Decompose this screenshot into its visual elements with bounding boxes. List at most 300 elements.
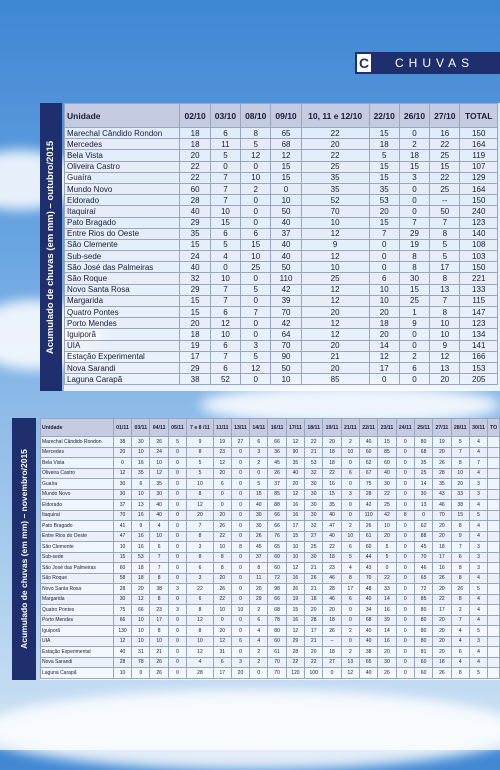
rainfall-cell: 0 [396,657,414,668]
rainfall-cell: 8 [241,128,271,139]
rainfall-cell: 3 [469,479,487,490]
table-row [41,668,500,679]
rainfall-cell: 8 [430,307,460,318]
rainfall-cell: 7 [210,195,240,206]
rainfall-cell: 2 [250,657,268,668]
table-row [41,489,500,500]
rainfall-cell: 16 [286,510,304,521]
rainfall-cell: 60 [359,447,377,458]
unit-name-cell: Margarida [65,295,180,306]
rainfall-cell: 166 [460,351,498,362]
rainfall-cell: 0 [231,563,249,574]
rainfall-cell: 8 [451,563,469,574]
rainfall-cell: 20 [451,479,469,490]
rainfall-cell: 72 [268,573,286,584]
rainfall-cell: 10 [132,615,150,626]
rainfall-cell: 3 [469,542,487,553]
rainfall-cell: 15 [113,552,131,563]
rainfall-cell: 0 [231,531,249,542]
table-row [65,217,498,228]
unit-name-cell: Novo Santa Rosa [65,284,180,295]
unit-name-cell: Laguna Carapã [65,374,180,385]
rainfall-cell: 0 [231,626,249,637]
rainfall-cell: 66 [268,594,286,605]
rainfall-cell: 30 [250,510,268,521]
rainfall-cell: 12 [213,636,231,647]
rainfall-cell: 0 [241,161,271,172]
rainfall-cell: 0 [168,668,186,679]
rainfall-cell: 0 [396,573,414,584]
unit-name-cell: Estação Experimental [41,647,114,658]
rainfall-cell: 20 [323,605,341,616]
rainfall-cell: 17 [305,626,323,637]
rainfall-cell: 26 [433,668,451,679]
rainfall-cell: 35 [414,458,432,469]
unit-name-cell: Sub-sede [41,552,114,563]
rainfall-cell: 0 [231,615,249,626]
rainfall-cell: 10 [210,273,240,284]
rainfall-cell: 20 [180,150,210,161]
rainfall-cell: 0 [399,374,429,385]
rainfall-cell: 28 [359,489,377,500]
rainfall-cell: 0 [168,468,186,479]
rainfall-cell: 7 [150,552,168,563]
rainfall-cell: 18 [305,594,323,605]
rainfall-cell: 6 [210,228,240,239]
rainfall-cell: 28 [113,657,131,668]
rainfall-cell: 13 [341,657,359,668]
rainfall-cell: 76 [268,531,286,542]
rainfall-cell: 4 [210,251,240,262]
rainfall-cell: 26 [213,584,231,595]
rainfall-cell: 130 [113,626,131,637]
unit-name-cell: Itaquiraí [65,206,180,217]
rainfall-cell [488,573,500,584]
rainfall-cell: 26 [250,531,268,542]
rainfall-cell: 6 [150,542,168,553]
rainfall-cell: 0 [210,161,240,172]
rainfall-cell: 38 [180,374,210,385]
rainfall-cell: 60 [378,458,396,469]
rainfall-cell: 75 [359,479,377,490]
rainfall-cell: 60 [180,183,210,194]
rainfall-cell: 20 [213,468,231,479]
rainfall-cell: 50 [271,362,301,373]
rainfall-cell: 10 [241,251,271,262]
rainfall-cell: 80 [414,626,432,637]
rainfall-cell: 7 [451,615,469,626]
rainfall-cell: 45 [250,542,268,553]
rainfall-cell: 0 [396,500,414,511]
rainfall-cell: 5 [187,468,214,479]
rainfall-cell: 66 [268,437,286,448]
rainfall-cell: 0 [168,479,186,490]
rainfall-cell: 5 [430,251,460,262]
table-row [41,479,500,490]
rainfall-cell: 0 [168,657,186,668]
rainfall-cell: 10 [150,636,168,647]
rainfall-cell: 8 [451,521,469,532]
rainfall-cell: 15 [271,161,301,172]
column-header: 18/11 [305,419,323,437]
rainfall-cell: 61 [359,531,377,542]
rainfall-cell: 12 [301,318,369,329]
rainfall-cell: 11 [250,573,268,584]
column-header: 11/11 [213,419,231,437]
rainfall-cell: 22 [180,161,210,172]
rainfall-cell: 39 [378,615,396,626]
rainfall-cell: 0 [168,458,186,469]
column-header: 24/11 [396,419,414,437]
rainfall-cell: 10 [187,479,214,490]
rainfall-cell: 37 [268,479,286,490]
rainfall-cell: 0 [341,510,359,521]
rainfall-cell [488,668,500,679]
rainfall-cell [488,468,500,479]
rainfall-cell: 80 [414,437,432,448]
rainfall-cell: 0 [399,183,429,194]
rainfall-cell: 18 [369,318,399,329]
rainfall-cell: 0 [210,262,240,273]
rainfall-cell: 0 [414,510,432,521]
rainfall-cell: 21 [305,584,323,595]
rainfall-cell: 22 [430,172,460,183]
rainfall-cell: 0 [341,500,359,511]
rainfall-cell: 27 [323,657,341,668]
rainfall-cell: 38 [150,584,168,595]
rainfall-cell: 23 [213,447,231,458]
rainfall-cell: 12 [301,284,369,295]
rainfall-cell: 0 [396,584,414,595]
rainfall-cell: 8 [150,626,168,637]
rainfall-cell: 26 [286,584,304,595]
rainfall-cell: 16 [286,500,304,511]
rainfall-cell: 0 [231,489,249,500]
rainfall-cell: 8 [231,542,249,553]
rainfall-cell: 6 [213,479,231,490]
rainfall-cell: 153 [460,362,498,373]
rainfall-cell: 10 [341,531,359,542]
rainfall-cell: 20 [433,647,451,658]
rainfall-cell: 0 [241,329,271,340]
rainfall-cell: 68 [359,615,377,626]
rainfall-cell: 0 [168,542,186,553]
rainfall-cell: 5 [250,479,268,490]
rainfall-cell: 26 [213,521,231,532]
rainfall-cell: 9 [132,521,150,532]
rainfall-cell: 5 [241,284,271,295]
rainfall-cell: 10 [378,521,396,532]
rainfall-cell: 9 [301,239,369,250]
rainfall-cell: 14 [369,340,399,351]
section-letter: C [355,52,373,74]
rainfall-cell: 6 [341,594,359,605]
table-row [65,262,498,273]
rainfall-cell: 18 [323,552,341,563]
rainfall-cell: 18 [180,139,210,150]
rainfall-cell: 0 [168,647,186,658]
table-row [41,510,500,521]
rainfall-cell: 16 [323,479,341,490]
rainfall-cell: -- [323,636,341,647]
rainfall-cell: 10 [241,172,271,183]
rainfall-cell: 61 [268,647,286,658]
rainfall-cell: 20 [213,573,231,584]
rainfall-cell: 12 [150,468,168,479]
rainfall-cell: 5 [469,626,487,637]
rainfall-cell: 8 [187,531,214,542]
rainfall-cell: 90 [271,351,301,362]
rainfall-cell: 40 [150,500,168,511]
rainfall-cell: 3 [399,172,429,183]
rainfall-cell: 10 [369,295,399,306]
rainfall-cell: 21 [301,351,369,362]
rainfall-cell [488,584,500,595]
rainfall-cell: 0 [241,273,271,284]
unit-name-cell: Nova Sarandi [65,362,180,373]
rainfall-cell: 164 [460,139,498,150]
table-row [65,362,498,373]
rainfall-cell: 7 [210,295,240,306]
rainfall-cell: 13 [430,362,460,373]
rainfall-cell: 23 [323,563,341,574]
rainfall-cell: 52 [301,195,369,206]
rainfall-cell: 7 [210,351,240,362]
rainfall-cell: 70 [271,307,301,318]
unit-name-cell: Marechal Cândido Rondon [41,437,114,448]
rainfall-cell: 29 [399,228,429,239]
rainfall-cell: 45 [268,458,286,469]
rainfall-cell: 0 [369,239,399,250]
rainfall-cell: 3 [187,542,214,553]
rainfall-cell: 6 [231,636,249,647]
rainfall-cell: 5 [210,150,240,161]
rainfall-cell: 39 [271,295,301,306]
rainfall-cell: 129 [460,172,498,183]
rainfall-cell: 20 [433,521,451,532]
rainfall-cell: 0 [396,563,414,574]
table-row [65,340,498,351]
rainfall-cell: 0 [231,479,249,490]
rainfall-cell: 7 [430,217,460,228]
rainfall-cell: 0 [341,458,359,469]
table-row [65,139,498,150]
table-row [65,239,498,250]
rainfall-cell: 18 [132,563,150,574]
rainfall-cell: 25 [378,500,396,511]
table-row [41,447,500,458]
column-header: TO [488,419,500,437]
table-row [41,500,500,511]
rainfall-cell: 40 [180,206,210,217]
rainfall-cell: 5 [430,239,460,250]
rainfall-cell: 10 [210,329,240,340]
rainfall-cell: 10 [213,605,231,616]
rainfall-cell: 41 [113,521,131,532]
rainfall-cell: 40 [359,594,377,605]
rainfall-cell: 0 [241,318,271,329]
rainfall-cell: 12 [286,489,304,500]
rainfall-cell: 100 [305,668,323,679]
rainfall-cell: 2 [451,605,469,616]
table-row [65,295,498,306]
rainfall-cell: 0 [396,437,414,448]
unit-name-cell: São Clemente [65,239,180,250]
rainfall-cell [488,626,500,637]
rainfall-cell: 10 [430,318,460,329]
rainfall-cell: 22 [378,573,396,584]
rainfall-cell: 28 [433,468,451,479]
rainfall-cell: 22 [323,542,341,553]
rainfall-cell: 10 [231,605,249,616]
rainfall-cell: 12 [286,437,304,448]
rainfall-cell: 10 [113,542,131,553]
rainfall-cell: 15 [250,489,268,500]
unit-name-cell: Bela Vista [41,458,114,469]
rainfall-cell: 75 [113,605,131,616]
rainfall-cell: 37 [113,500,131,511]
rainfall-cell: 0 [396,626,414,637]
rainfall-cell: 18 [433,542,451,553]
rainfall-cell: 12 [210,318,240,329]
rainfall-cell: 20 [430,374,460,385]
rainfall-cell: 4 [469,437,487,448]
unit-name-cell: Oliveira Castro [41,468,114,479]
rainfall-cell: 0 [241,217,271,228]
rainfall-cell: 26 [378,668,396,679]
table-row [65,307,498,318]
rainfall-cell: 12 [301,329,369,340]
rainfall-cell: 4 [341,563,359,574]
rainfall-cell: 62 [359,458,377,469]
table-row [65,172,498,183]
column-header: 22/10 [369,104,399,128]
rainfall-cell: 8 [451,594,469,605]
rainfall-cell [488,500,500,511]
rainfall-cell: 17 [433,605,451,616]
rainfall-cell: 5 [469,584,487,595]
rainfall-cell: 60 [414,668,432,679]
rainfall-cell: 0 [396,468,414,479]
rainfall-cell: 5 [210,239,240,250]
rainfall-cell: 18 [323,647,341,658]
rainfall-cell: 21 [305,636,323,647]
rainfall-cell: 0 [231,447,249,458]
rainfall-cell: 28 [113,584,131,595]
rainfall-cell: 6 [210,340,240,351]
rainfall-cell: 13 [414,500,432,511]
rainfall-cell: 43 [359,563,377,574]
rainfall-cell: 10 [341,447,359,458]
unit-name-cell: Mercedes [41,447,114,458]
rainfall-cell: 70 [268,657,286,668]
rainfall-cell: 40 [150,510,168,521]
unit-name-cell: Eldorado [41,500,114,511]
rainfall-cell: 133 [460,284,498,295]
rainfall-cell: 120 [286,668,304,679]
rainfall-cell: 22 [213,594,231,605]
rainfall-cell: 30 [414,489,432,500]
rainfall-cell: 65 [414,573,432,584]
rainfall-cell: 42 [359,500,377,511]
rainfall-cell: 22 [323,468,341,479]
rainfall-cell: 15 [430,161,460,172]
rainfall-cell: 53 [132,552,150,563]
rainfall-cell: 0 [231,521,249,532]
rainfall-cell: 2 [250,458,268,469]
rainfall-cell: 6 [213,657,231,668]
rainfall-cell: 8 [430,273,460,284]
rainfall-cell: 8 [396,510,414,521]
rainfall-cell: 16 [433,563,451,574]
rainfall-cell: 18 [323,458,341,469]
rainfall-cell: 6 [187,563,214,574]
rainfall-cell: 30 [305,552,323,563]
rainfall-cell: 20 [323,437,341,448]
rainfall-cell: 8 [213,563,231,574]
rainfall-cell: 37 [250,552,268,563]
rainfall-cell: 3 [231,657,249,668]
rainfall-cell [488,542,500,553]
rainfall-cell: 0 [396,552,414,563]
rainfall-cell: 108 [460,239,498,250]
column-header: 02/10 [180,104,210,128]
column-header: 23/11 [378,419,396,437]
rainfall-cell: 25 [301,273,369,284]
rainfall-cell: 3 [469,563,487,574]
rainfall-cell: 12 [113,636,131,647]
rainfall-cell: 8 [187,605,214,616]
rainfall-cell: 25 [305,542,323,553]
unit-name-cell: Nova Sarandi [41,657,114,668]
rainfall-cell: 3 [187,573,214,584]
rainfall-cell: 15 [369,161,399,172]
rainfall-cell: 0 [132,668,150,679]
rainfall-cell: 10 [150,531,168,542]
rainfall-cell: 35 [180,228,210,239]
rainfall-cell: 26 [323,626,341,637]
rainfall-cell: 26 [359,521,377,532]
rainfall-cell: 47 [113,531,131,542]
rainfall-cell: 68 [268,605,286,616]
rainfall-cell [488,552,500,563]
rainfall-cell: 10 [187,636,214,647]
rainfall-cell: 50 [271,206,301,217]
rainfall-cell: 35 [150,479,168,490]
rainfall-cell: 31 [213,647,231,658]
rainfall-cell: 30 [132,437,150,448]
rainfall-cell: 8 [451,573,469,584]
rainfall-cell: 20 [301,362,369,373]
column-header: 27/10 [430,104,460,128]
rainfall-cell: 7 [150,563,168,574]
rainfall-cell: 3 [250,447,268,458]
column-header-unidade: Unidade [65,104,180,128]
rainfall-cell: 32 [305,521,323,532]
rainfall-cell: 67 [359,468,377,479]
rainfall-cell: 6 [250,437,268,448]
rainfall-cell: 70 [359,573,377,584]
rainfall-cell: 28 [323,584,341,595]
rainfall-cell: 0 [399,195,429,206]
rainfall-cell: 22 [305,657,323,668]
rainfall-cell: 15 [286,531,304,542]
rainfall-cell: 4 [469,615,487,626]
rainfall-cell: 0 [241,374,271,385]
rainfall-cell: 17 [150,615,168,626]
unit-name-cell: Marechal Cândido Rondon [65,128,180,139]
table-row [41,573,500,584]
